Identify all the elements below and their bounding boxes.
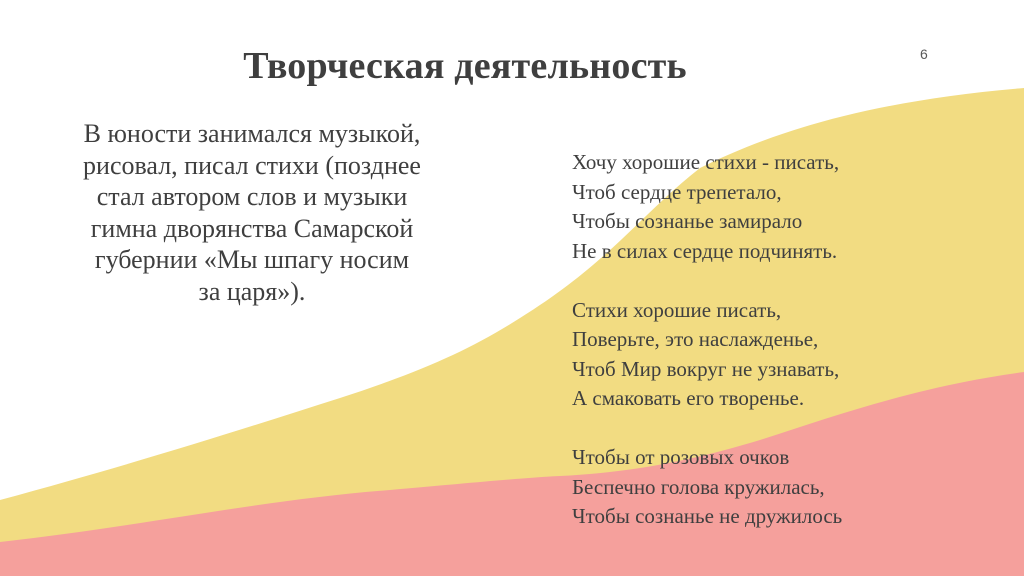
poem-line: Хочу хорошие стихи - писать, — [572, 150, 840, 174]
poem — [572, 148, 992, 532]
poem-line: Чтобы сознанье не дружилось — [572, 504, 843, 528]
poem-line: Не в силах сердце подчинять. — [572, 238, 838, 263]
poem-stanza — [572, 296, 992, 414]
poem-stanza — [572, 443, 992, 532]
biography-text: В юности занимался музыкой, рисовал, писал стихи (позднее стал автором слов и музыки гимна дворянства Самарской губернии «Мы шпагу носим за царя»). — [83, 119, 421, 306]
poem-line: Беспечно голова кружилась, — [572, 474, 825, 499]
poem-line: Чтобы от розовых очков — [572, 445, 790, 469]
poem-line: А смаковать его творенье. — [572, 386, 805, 410]
slide-title: Творческая деятельность — [243, 45, 687, 87]
poem-line: Чтобы сознанье замирало — [572, 209, 803, 233]
poem-line: Чтоб сердце трепетало, — [572, 179, 782, 204]
poem-line: Чтоб Мир вокруг не узнавать, — [572, 356, 840, 381]
page-number: 6 — [920, 46, 928, 62]
poem-line: Поверьте, это наслажденье, — [572, 327, 819, 351]
poem-stanza — [572, 148, 992, 266]
poem-line: Стихи хорошие писать, — [572, 297, 782, 322]
